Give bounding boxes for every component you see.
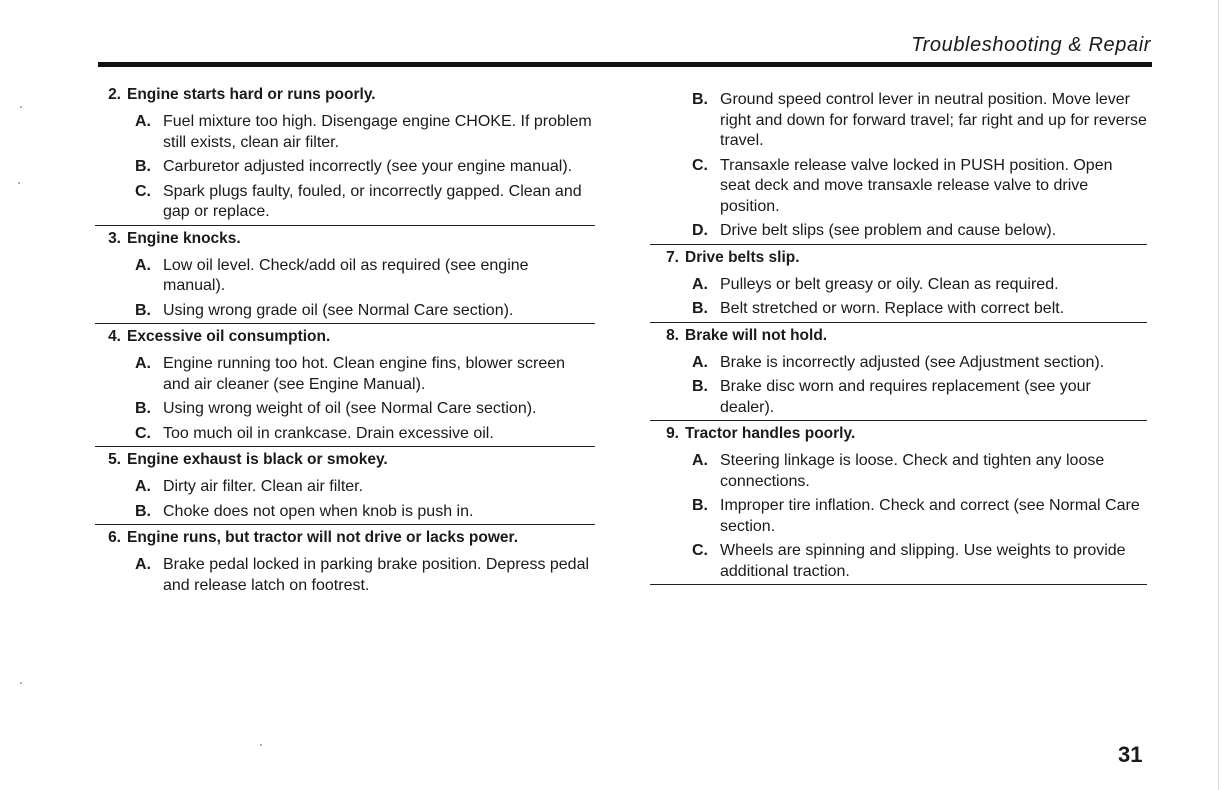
section-4 [95,324,595,447]
section-heading [95,226,595,252]
item-text: Using wrong weight of oil (see Normal Care section). [163,400,537,417]
page-header: Troubleshooting & Repair [911,34,1151,56]
scan-speck [18,182,20,184]
item-letter: B. [135,301,151,319]
section-number: 4. [108,328,121,345]
item-text: Pulleys or belt greasy or oily. Clean as required. [720,275,1059,293]
section-3 [95,226,595,325]
section-number: 9. [666,425,679,442]
section-6-continued [650,90,1147,245]
item-text: Wheels are spinning and slipping. Use weights to provide additional traction. [720,542,1126,580]
item-text: Choke does not open when knob is push in. [163,502,474,520]
item-letter: A. [135,355,151,372]
list-item [95,301,595,322]
scan-speck [260,744,262,746]
section-heading [95,324,595,350]
section-heading [95,525,595,551]
item-text: Using wrong grade oil (see Normal Care section). [163,301,514,319]
item-letter: A. [135,113,151,130]
section-title: Brake will not hold. [685,326,828,344]
section-heading [650,421,1147,447]
item-letter: B. [135,502,151,520]
scan-speck [20,682,22,684]
section-number: 7. [666,248,679,266]
item-letter: B. [135,158,151,175]
item-letter: A. [135,256,151,274]
page-number: 31 [1118,742,1143,767]
section-title: Engine knocks. [127,229,241,247]
list-item [95,555,595,596]
list-item [650,541,1147,582]
item-text: Brake pedal locked in parking brake position. Depress pedal and release latch on footrest. [163,556,590,594]
list-item [650,496,1147,537]
list-item [650,90,1147,152]
item-letter: C. [135,182,151,200]
item-letter: D. [692,222,708,239]
section-title: Excessive oil consumption. [127,328,331,345]
right-column [650,86,1147,585]
item-text: Steering linkage is loose. Check and tighten any loose connections. [720,452,1105,490]
list-item [650,299,1147,320]
list-item [650,353,1147,374]
section-2 [95,82,595,226]
item-text: Dirty air filter. Clean air filter. [163,478,364,495]
item-text: Brake is incorrectly adjusted (see Adjustment section). [720,353,1105,371]
item-text: Belt stretched or worn. Replace with correct belt. [720,300,1065,317]
section-6 [95,525,595,596]
item-letter: B. [692,91,708,108]
item-letter: B. [692,300,708,317]
scan-edge [1218,0,1219,790]
list-item [95,477,595,498]
section-title: Tractor handles poorly. [685,425,856,442]
item-letter: C. [692,156,708,174]
item-text: Too much oil in crankcase. Drain excessive oil. [163,424,494,442]
item-text: Carburetor adjusted incorrectly (see your engine manual). [163,158,573,175]
section-5 [95,447,595,525]
scan-speck [20,106,22,108]
list-item [650,275,1147,296]
item-text: Brake disc worn and requires replacement (see your dealer). [720,378,1091,416]
section-9 [650,421,1147,585]
section-number: 8. [666,326,679,344]
section-number: 3. [108,229,121,247]
item-letter: A. [135,556,151,573]
item-letter: C. [135,424,151,442]
left-column [95,82,595,597]
list-item [650,156,1147,218]
section-7 [650,245,1147,323]
item-text: Spark plugs faulty, fouled, or incorrectly gapped. Clean and gap or replace. [163,182,582,220]
item-letter: A. [692,353,708,371]
header-rule [98,62,1152,67]
list-item [650,451,1147,492]
section-heading [650,323,1147,349]
item-letter: B. [692,378,708,395]
list-item [650,221,1147,242]
item-text: Improper tire inflation. Check and correct (see Normal Care section. [720,497,1140,535]
list-item [95,424,595,445]
section-number: 5. [108,451,121,468]
item-letter: A. [692,452,708,469]
item-text: Ground speed control lever in neutral position. Move lever right and down for forward travel; far right and up for reverse travel. [720,91,1147,149]
list-item [650,377,1147,418]
item-text: Low oil level. Check/add oil as required (see engine manual). [163,256,529,294]
item-letter: A. [692,275,708,293]
section-title: Drive belts slip. [685,248,800,266]
item-text: Fuel mixture too high. Disengage engine CHOKE. If problem still exists, clean air filter. [163,113,592,151]
item-letter: B. [135,400,151,417]
section-number: 6. [108,529,121,546]
list-item [95,157,595,178]
item-letter: A. [135,478,151,495]
section-title: Engine starts hard or runs poorly. [127,86,376,103]
section-heading [95,447,595,473]
item-text: Engine running too hot. Clean engine fins, blower screen and air cleaner (see Engine Manual). [163,355,566,393]
item-text: Transaxle release valve locked in PUSH position. Open seat deck and move transaxle release valve to drive position. [720,156,1113,215]
section-title: Engine runs, but tractor will not drive or lacks power. [127,529,519,546]
section-heading [95,82,595,108]
item-letter: C. [692,542,708,559]
section-8 [650,323,1147,422]
list-item [95,256,595,297]
list-item [95,112,595,153]
section-number: 2. [108,86,121,103]
list-item [95,399,595,420]
list-item [95,182,595,223]
item-letter: B. [692,497,708,514]
item-text: Drive belt slips (see problem and cause below). [720,222,1057,239]
section-heading [650,245,1147,271]
list-item [95,354,595,395]
list-item [95,502,595,523]
section-title: Engine exhaust is black or smokey. [127,451,388,468]
